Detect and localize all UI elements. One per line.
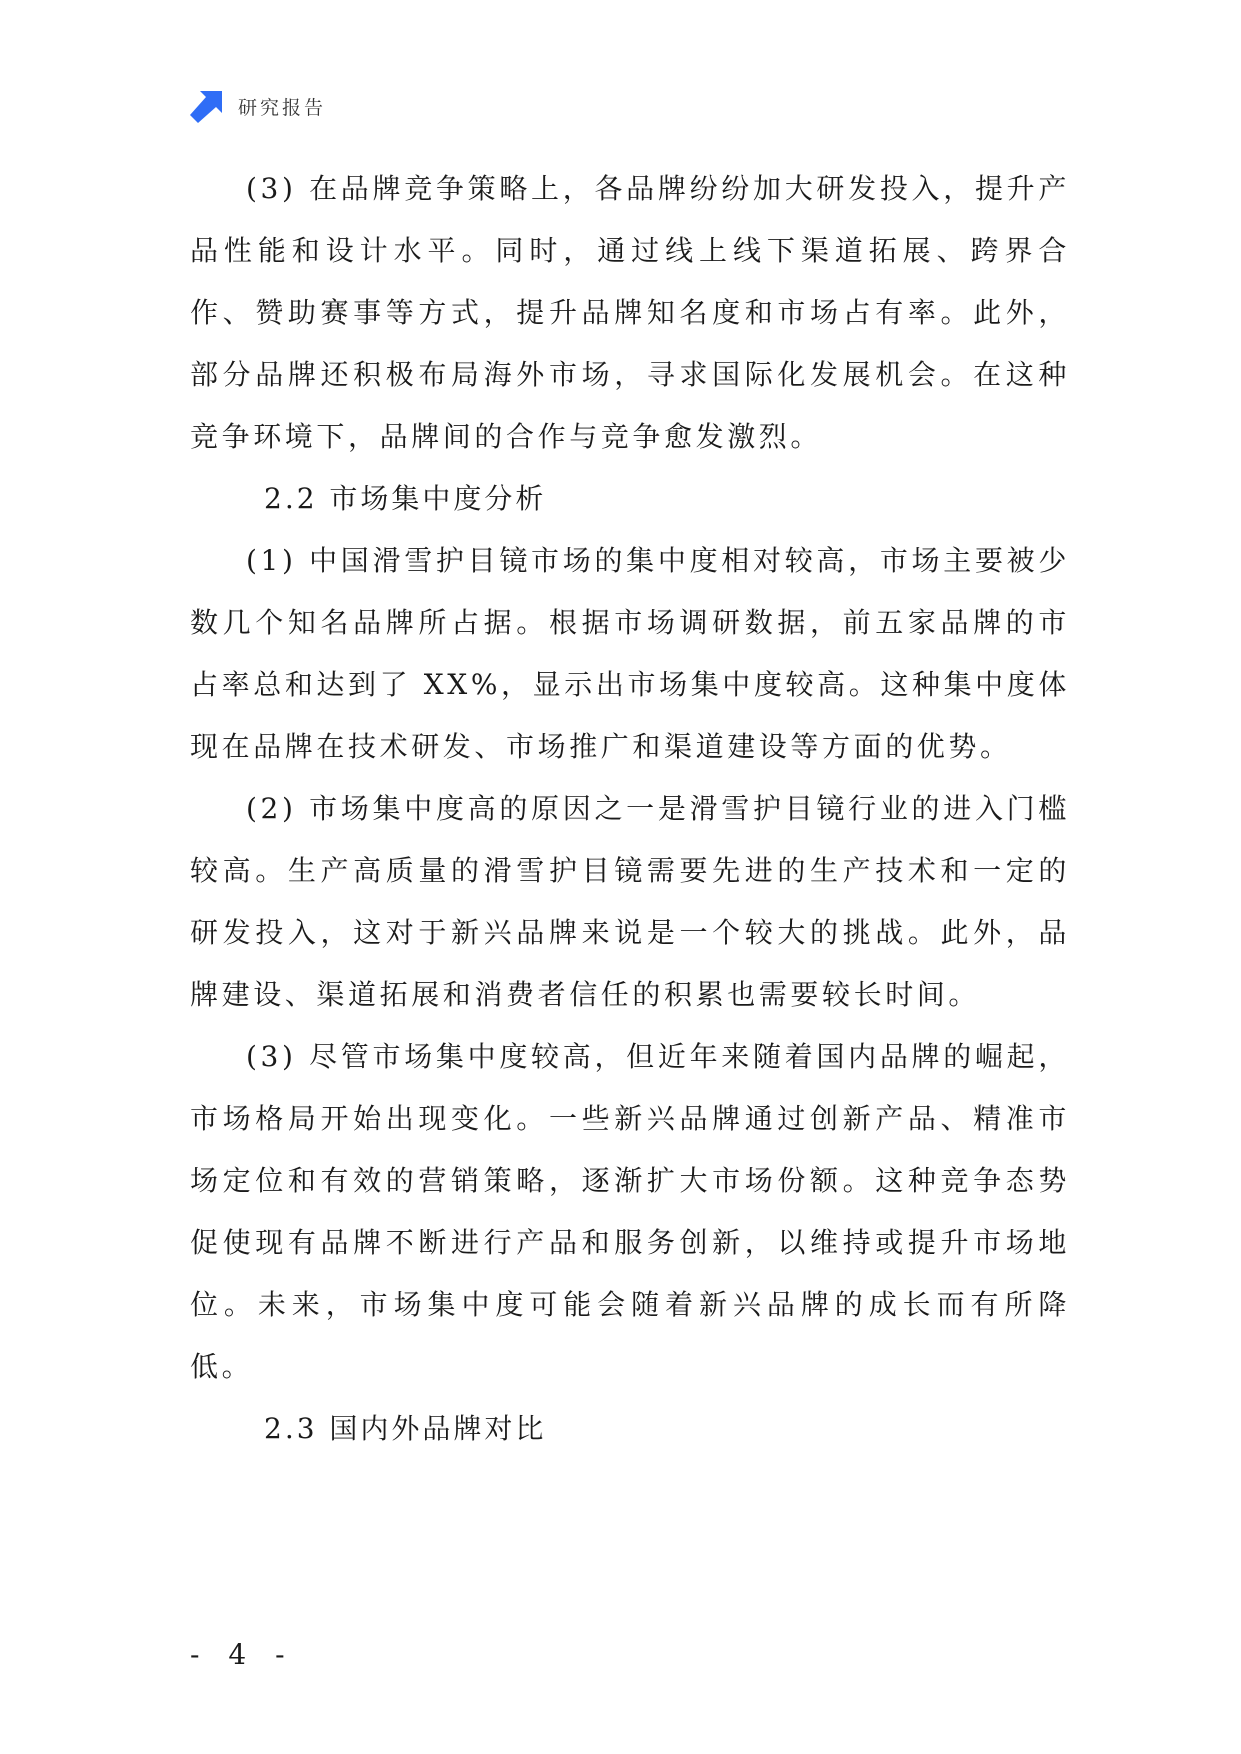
paragraph-concentration-2: (2) 市场集中度高的原因之一是滑雪护目镜行业的进入门槛较高。生产高质量的滑雪护目镜需要先进的生产技术和一定的研发投入，这对于新兴品牌来说是一个较大的挑战。此外，品牌建设、渠道拓展和消费者信任的积累也需要较长时间。 — [190, 792, 1070, 1011]
arrow-up-right-icon — [190, 89, 224, 123]
header-label: 研究报告 — [238, 96, 327, 119]
paragraph-concentration-3: (3) 尽管市场集中度较高，但近年来随着国内品牌的崛起，市场格局开始出现变化。一些新兴品牌通过创新产品、精准市场定位和有效的营销策略，逐渐扩大市场份额。这种竞争态势促使现有品牌不断进行产品和服务创新，以维持或提升市场地位。未来，市场集中度可能会随着新兴品牌的成长而有所降低。 — [190, 1040, 1070, 1383]
paragraph-brand-strategy: (3) 在品牌竞争策略上，各品牌纷纷加大研发投入，提升产品性能和设计水平。同时，通过线上线下渠道拓展、跨界合作、赞助赛事等方式，提升品牌知名度和市场占有率。此外，部分品牌还积极布局海外市场，寻求国际化发展机会。在这种竞争环境下，品牌间的合作与竞争愈发激烈。 — [190, 172, 1070, 453]
section-heading-2-2: 2.2 市场集中度分析 — [264, 482, 547, 515]
document-body — [190, 158, 1070, 1460]
paragraph-concentration-1: (1) 中国滑雪护目镜市场的集中度相对较高，市场主要被少数几个知名品牌所占据。根据市场调研数据，前五家品牌的市占率总和达到了 XX%，显示出市场集中度较高。这种集中度体现在品牌在技术研发、市场推广和渠道建设等方面的优势。 — [190, 544, 1070, 763]
page-number: - 4 - — [190, 1638, 295, 1671]
page-header — [190, 88, 326, 124]
section-heading-2-3: 2.3 国内外品牌对比 — [264, 1412, 547, 1445]
